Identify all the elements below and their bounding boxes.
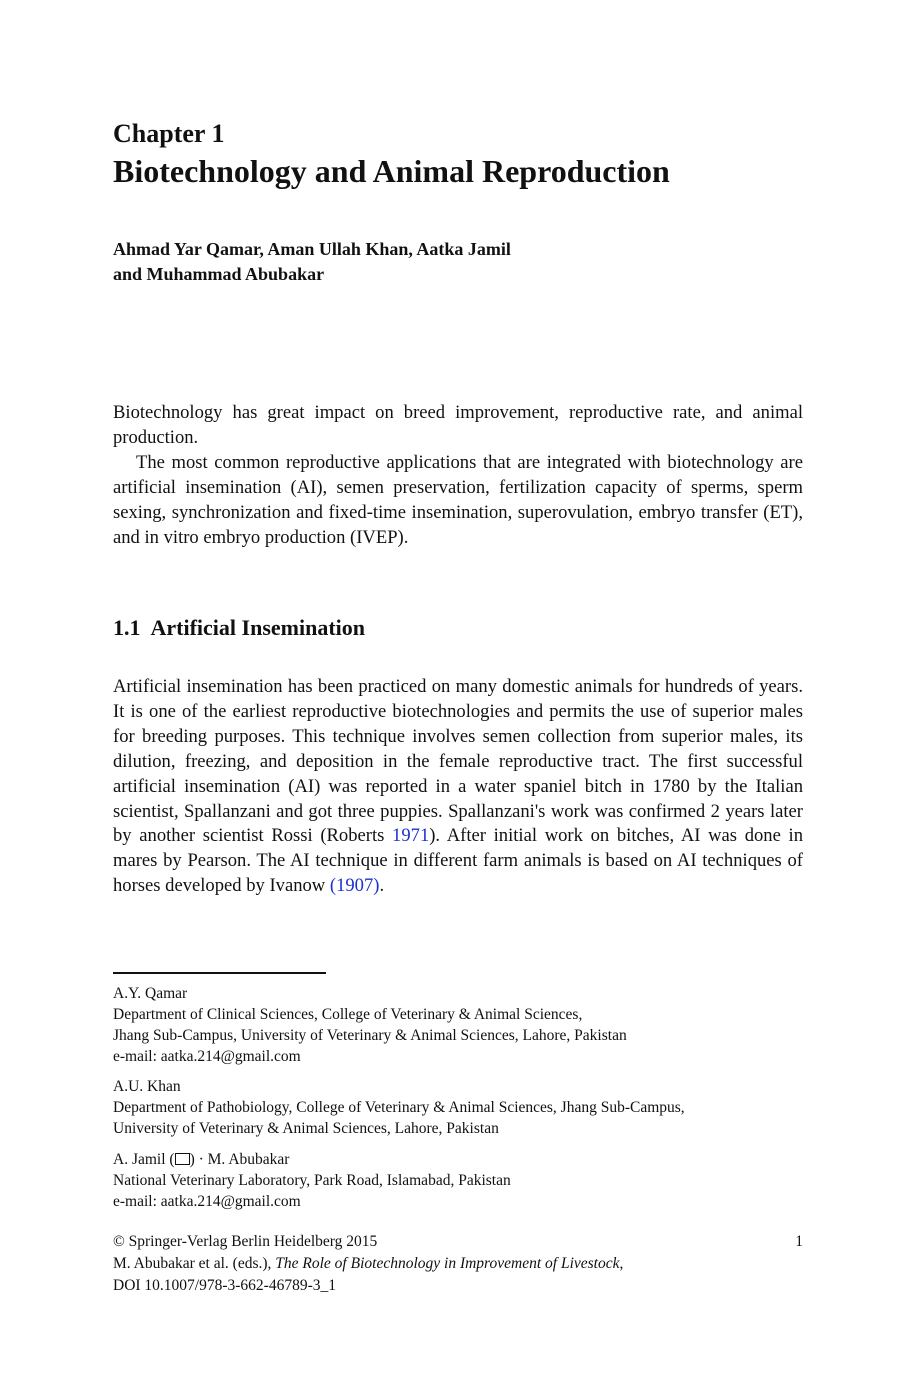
affiliation-name: A.Y. Qamar	[113, 985, 188, 1002]
paragraph-text: .	[379, 875, 385, 897]
envelope-icon	[175, 1153, 190, 1165]
affiliation-line: Department of Clinical Sciences, College of Veterinary & Animal Sciences,	[113, 1006, 583, 1023]
affiliation-email: e-mail: aatka.214@gmail.com	[113, 1048, 301, 1065]
chapter-title: Biotechnology and Animal Reproduction	[113, 153, 670, 189]
citation-link[interactable]: 1971	[392, 825, 430, 847]
copyright: © Springer-Verlag Berlin Heidelberg 2015	[113, 1233, 378, 1250]
citation-text: M. Abubakar et al. (eds.),	[113, 1255, 276, 1272]
affiliation-line: Jhang Sub-Campus, University of Veterinary & Animal Sciences, Lahore, Pakistan	[113, 1027, 627, 1044]
paragraph-text: ). After initial work on bitches, AI was done in mares by Pearson. The AI technique in different farm animals is based on AI techniques of horses developed by Ivanow	[113, 825, 803, 897]
section-paragraph	[113, 675, 803, 899]
doi: DOI 10.1007/978-3-662-46789-3_1	[113, 1277, 337, 1294]
affiliation-line: University of Veterinary & Animal Sciences, Lahore, Pakistan	[113, 1120, 499, 1137]
citation-text: ,	[619, 1255, 624, 1272]
affiliation-block	[113, 1076, 803, 1139]
affiliation-email: e-mail: aatka.214@gmail.com	[113, 1193, 301, 1210]
affiliation-block	[113, 1149, 803, 1212]
affiliation-line: National Veterinary Laboratory, Park Road, Islamabad, Pakistan	[113, 1172, 511, 1189]
chapter-label: Chapter 1	[113, 119, 225, 148]
footnote-divider	[113, 972, 326, 974]
author-line: and Muhammad Abubakar	[113, 264, 325, 284]
section-number: 1.1	[113, 615, 141, 640]
affiliation-name-text: A. Jamil (	[113, 1151, 175, 1168]
affiliation-block	[113, 983, 803, 1067]
abstract-paragraph: Biotechnology has great impact on breed improvement, reproductive rate, and animal production.	[113, 402, 803, 448]
paragraph-text: Artificial insemination has been practiced on many domestic animals for hundreds of years. It is one of the earliest reproductive biotechnologies and permits the use of superior males for breeding purposes. This technique involves semen collection from superior males, its dilution, freezing, and deposition in the female reproductive tract. The first successful artificial insemination (AI) was reported in a water spaniel bitch in 1780 by the Italian scientist, Spallanzani and got three puppies. Spallanzani's work was confirmed 2 years later by another scientist Rossi (Roberts	[113, 676, 803, 847]
abstract	[113, 401, 803, 550]
affiliation-name-text: ) · M. Abubakar	[189, 1151, 290, 1168]
section-title: Artificial Insemination	[150, 615, 365, 640]
section-body	[113, 675, 803, 899]
affiliation-name	[113, 1149, 803, 1170]
section-heading	[113, 614, 365, 642]
author-list	[113, 237, 511, 287]
page-number: 1	[795, 1233, 803, 1250]
book-citation	[113, 1253, 803, 1275]
abstract-paragraph: The most common reproductive applications that are integrated with biotechnology are artificial insemination (AI), semen preservation, fertilization capacity of sperms, sperm sexing, synchronization and fixed-time insemination, superovulation, embryo transfer (ET), and in vitro embryo production (IVEP).	[113, 451, 803, 548]
affiliation-line: Department of Pathobiology, College of Veterinary & Animal Sciences, Jhang Sub-Campus,	[113, 1099, 685, 1116]
author-line: Ahmad Yar Qamar, Aman Ullah Khan, Aatka Jamil	[113, 239, 511, 259]
citation-link[interactable]: (1907)	[329, 875, 380, 897]
book-title: The Role of Biotechnology in Improvement of Livestock	[275, 1255, 620, 1272]
page-footer	[113, 1231, 803, 1297]
affiliation-name: A.U. Khan	[113, 1078, 181, 1095]
